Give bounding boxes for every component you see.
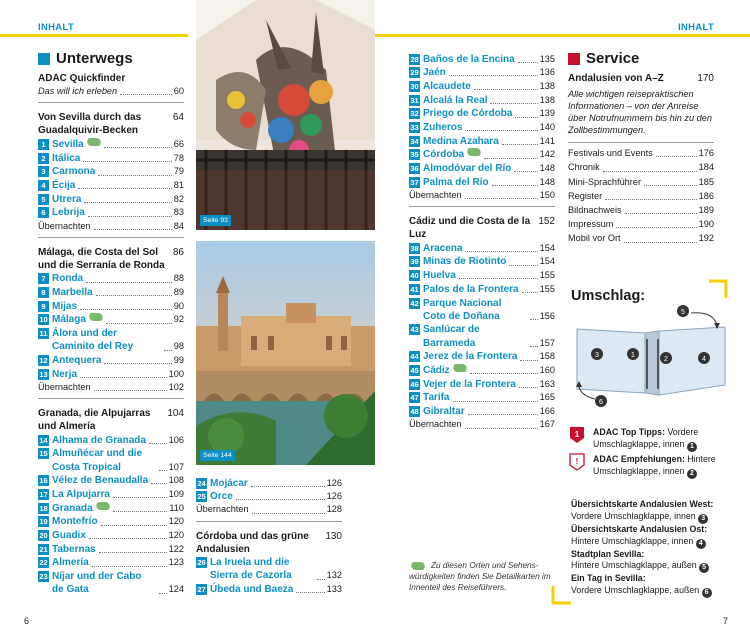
entry-number-badge: 35: [410, 150, 419, 160]
entry-name: Ronda: [52, 273, 84, 285]
toc-entry[interactable]: [409, 121, 555, 134]
corner-mark: [707, 278, 729, 300]
umschlag-title: Umschlag:: [571, 288, 646, 304]
page-number-right: 7: [722, 616, 728, 626]
entry-name: Gibraltar: [423, 406, 465, 418]
entry-name: Alhama de Granada: [52, 434, 146, 446]
entry-page: 158: [539, 351, 555, 362]
entry-number-badge: 23: [39, 572, 48, 582]
toc-entry[interactable]: [38, 354, 184, 367]
entry-name: Priego de Córdoba: [423, 108, 513, 120]
entry-page: 89: [173, 287, 184, 298]
toc-entry[interactable]: [409, 364, 555, 377]
recommendation-icon: [466, 148, 482, 156]
entry-name: Sevilla: [52, 138, 101, 151]
overnight-entry[interactable]: Übernachten 84: [38, 220, 184, 231]
entry-page: 124: [168, 584, 184, 595]
header-label-left: INHALT: [38, 22, 74, 33]
footnote: Zu diesen Orten und Sehenswürdigkeiten finden Sie Detailkarten im Innenteil des Reiseführers.: [409, 561, 551, 592]
service-entry[interactable]: Register 186: [568, 190, 714, 201]
toc-entry[interactable]: [38, 556, 184, 569]
toc-entry[interactable]: [38, 300, 184, 313]
corner-mark: [551, 584, 573, 606]
recommendation-icon: [95, 502, 111, 510]
entry-name: Palos de la Frontera: [423, 283, 519, 295]
entry-number-badge: 26: [197, 558, 206, 568]
entry-page: 99: [173, 355, 184, 366]
toc-entry[interactable]: [38, 529, 184, 542]
recommendation-icon: [452, 364, 468, 372]
entry-name: Guadix: [52, 530, 86, 542]
entry-number-badge: 41: [410, 284, 419, 294]
cover-diagram: [573, 303, 733, 413]
section-title-service: Service: [568, 52, 714, 65]
entry-page: 136: [539, 67, 555, 78]
legend-empfehlungen: ADAC Empfehlungen: Hintere Umschlagklappe, innen 2: [593, 454, 716, 477]
svg-text:1: 1: [631, 352, 635, 359]
entry-page: 120: [168, 530, 184, 541]
toc-entry[interactable]: [409, 242, 555, 255]
map-legend-list: [571, 499, 721, 598]
entry-name: Orce: [210, 491, 233, 503]
service-column: [568, 52, 714, 246]
entry-page: 141: [539, 135, 555, 146]
toc-entry[interactable]: [409, 255, 555, 268]
entry-page: 154: [539, 256, 555, 267]
toc-entry[interactable]: [38, 286, 184, 299]
entry-number-badge: 36: [410, 164, 419, 174]
entry-number-badge: 20: [39, 531, 48, 541]
toc-entry[interactable]: [38, 570, 184, 596]
photo-donkey: [196, 0, 375, 230]
entry-page: 138: [539, 80, 555, 91]
entry-name: Córdoba: [423, 148, 481, 161]
svg-text:1: 1: [574, 430, 580, 439]
page-reference-badge: Seite 93: [200, 215, 231, 226]
entry-page: 155: [539, 270, 555, 281]
entry-number-badge: 22: [39, 558, 48, 568]
entry-number-badge: 21: [39, 544, 48, 554]
entry-page: 92: [173, 314, 184, 325]
quickfinder-title: ADAC Quickfinder: [38, 73, 126, 85]
section-title-unterwegs: Unterwegs: [38, 52, 184, 65]
toc-entry[interactable]: [409, 148, 555, 161]
entry-number-badge: 9: [38, 301, 49, 312]
entry-name: Almuñécar und die Costa Tropical: [52, 448, 143, 473]
toc-entry[interactable]: [38, 434, 184, 447]
entry-number-badge: 14: [39, 435, 48, 445]
entry-number-badge: 1: [38, 139, 49, 150]
entry-number-badge: 39: [410, 257, 419, 267]
entry-number-badge: 12: [39, 356, 48, 366]
entry-page: 110: [169, 502, 184, 513]
entry-number-badge: 18: [39, 503, 48, 513]
entry-name: Écija: [52, 180, 76, 192]
entry-page: 107: [168, 461, 184, 472]
entry-page: 166: [539, 406, 555, 417]
toc-entry[interactable]: [409, 323, 555, 349]
toc-entry[interactable]: [196, 556, 342, 582]
entry-page: 133: [326, 584, 342, 595]
recommendation-icon: [86, 138, 102, 146]
toc-entry[interactable]: [38, 488, 184, 501]
entry-page: 154: [539, 242, 555, 253]
entry-number-badge: 38: [410, 243, 419, 253]
entry-number-badge: 7: [38, 273, 49, 284]
entry-name: Utrera: [52, 193, 82, 205]
entry-name: La Iruela und die Sierra de Cazorla: [210, 557, 292, 582]
entry-page: 66: [173, 138, 184, 149]
page-number-left: 6: [24, 616, 30, 626]
entry-name: Cádiz: [423, 364, 467, 377]
entry-number-badge: 3: [38, 166, 49, 177]
entry-number-badge: 45: [410, 366, 419, 376]
entry-number-badge: 24: [197, 478, 206, 488]
entry-page: 82: [173, 193, 184, 204]
group-title-cadiz: Cádiz und die Costa de la Luz 152: [409, 216, 555, 241]
toc-entry[interactable]: [38, 502, 184, 515]
entry-name: Antequera: [52, 355, 102, 367]
entry-name: Medina Azahara: [423, 135, 499, 147]
toc-entry[interactable]: [409, 350, 555, 363]
toc-entry[interactable]: [38, 152, 184, 165]
quickfinder-entry[interactable]: Das will ich erleben 60: [38, 86, 184, 97]
entry-page: 148: [539, 163, 555, 174]
toc-entry[interactable]: [409, 162, 555, 175]
entry-name: Parque Nacional Coto de Doñana: [423, 297, 502, 322]
entry-page: 123: [168, 557, 184, 568]
group-title-granada: Granada, die Alpujarras und Almería 104: [38, 408, 184, 433]
entry-page: 126: [326, 491, 342, 502]
header-rule-right: [375, 34, 750, 37]
entry-page: 126: [326, 477, 342, 488]
entry-name: Vejer de la Frontera: [423, 378, 516, 390]
entry-name: Granada: [52, 502, 110, 515]
toc-entry[interactable]: [38, 368, 184, 381]
entry-number-badge: 10: [39, 315, 48, 325]
entry-page: 78: [173, 152, 184, 163]
empfehlung-icon: [569, 453, 585, 471]
entry-name: Mijas: [52, 300, 78, 312]
entry-name: Alcaudete: [423, 80, 471, 92]
entry-number-badge: 13: [39, 369, 48, 379]
toc-entry[interactable]: [38, 179, 184, 192]
entry-page: 132: [326, 570, 342, 581]
toc-entry[interactable]: [409, 283, 555, 296]
entry-name: La Alpujarra: [52, 488, 110, 500]
entry-name: Vélez de Benaudalla: [52, 475, 149, 487]
toc-entry[interactable]: [409, 297, 555, 323]
entry-number-badge: 32: [410, 109, 419, 119]
entry-name: Lebrija: [52, 207, 85, 219]
toc-entry[interactable]: [409, 107, 555, 120]
toc-column-2: [196, 476, 342, 596]
overnight-entry[interactable]: Übernachten 128: [196, 504, 342, 515]
entry-page: 88: [173, 273, 184, 284]
right-page: [375, 0, 750, 640]
toc-entry[interactable]: [409, 135, 555, 148]
entry-page: 108: [168, 475, 184, 486]
toc-entry[interactable]: [409, 94, 555, 107]
entry-name: Itálica: [52, 152, 81, 164]
toc-entry[interactable]: [196, 583, 342, 596]
service-entry[interactable]: Bildnachweis 189: [568, 205, 714, 216]
entry-page: 142: [539, 149, 555, 160]
entry-number-badge: 16: [39, 476, 48, 486]
service-entry[interactable]: Mobil vor Ort 192: [568, 233, 714, 244]
entry-number-badge: 19: [39, 517, 48, 527]
entry-page: 148: [539, 176, 555, 187]
entry-name: Tabernas: [52, 543, 96, 555]
entry-name: Jerez de la Frontera: [423, 351, 518, 363]
entry-number-badge: 40: [410, 271, 419, 281]
photo-cordoba: [196, 241, 375, 465]
page-reference-badge: Seite 144: [200, 450, 235, 461]
entry-number-badge: 43: [410, 325, 419, 335]
entry-page: 90: [173, 300, 184, 311]
entry-page: 83: [173, 207, 184, 218]
recommendation-icon: [88, 313, 104, 321]
entry-page: 138: [539, 94, 555, 105]
entry-number-badge: 33: [410, 123, 419, 133]
entry-page: 106: [168, 434, 184, 445]
overnight-entry[interactable]: Übernachten 102: [38, 381, 184, 392]
toc-entry[interactable]: [38, 515, 184, 528]
toc-column-1: [38, 52, 184, 597]
svg-text:!: !: [575, 457, 579, 466]
svg-text:2: 2: [664, 356, 668, 363]
entry-name: Alcalá la Real: [423, 94, 488, 106]
toc-entry[interactable]: [38, 138, 184, 151]
entry-number-badge: 29: [410, 68, 419, 78]
entry-name: Zuheros: [423, 122, 463, 134]
entry-number-badge: 6: [38, 207, 49, 218]
entry-number-badge: 42: [410, 298, 419, 308]
header-label-right: INHALT: [678, 22, 714, 33]
toc-column-3: [409, 52, 555, 432]
service-entry[interactable]: Impressum 190: [568, 219, 714, 230]
entry-number-badge: 46: [410, 379, 419, 389]
toc-entry[interactable]: [409, 405, 555, 418]
entry-page: 160: [539, 365, 555, 376]
entry-page: 98: [173, 341, 184, 352]
svg-text:6: 6: [599, 399, 603, 406]
toc-entry[interactable]: [38, 313, 184, 326]
entry-page: 157: [539, 337, 555, 348]
service-entry[interactable]: Chronik 184: [568, 162, 714, 173]
map-legend-entry: Ein Tag in Sevilla: Vordere Umschlagklappe, außen 6: [571, 573, 721, 598]
entry-page: 122: [168, 543, 184, 554]
toc-entry[interactable]: [38, 193, 184, 206]
entry-name: Palma del Río: [423, 176, 489, 188]
map-legend-entry: Übersichtskarte Andalusien West: Vordere Umschlagklappe, innen 3: [571, 499, 714, 522]
entry-number-badge: 4: [38, 180, 49, 191]
entry-number-badge: 30: [410, 81, 419, 91]
entry-page: 79: [173, 166, 184, 177]
toc-entry[interactable]: [409, 80, 555, 93]
group-title-cordoba: Córdoba und das grüne Andalusien 130: [196, 530, 342, 555]
toc-entry[interactable]: [38, 272, 184, 285]
overnight-entry[interactable]: Übernachten 150: [409, 190, 555, 201]
service-entry[interactable]: Festivals und Events 176: [568, 148, 714, 159]
entry-name: Málaga: [52, 313, 103, 326]
entry-name: Almería: [52, 557, 89, 569]
entry-page: 165: [539, 392, 555, 403]
toc-entry[interactable]: [409, 66, 555, 79]
entry-name: Úbeda und Baeza: [210, 584, 294, 596]
entry-name: Minas de Riotinto: [423, 256, 507, 268]
toc-entry[interactable]: [38, 474, 184, 487]
toc-entry[interactable]: [38, 206, 184, 219]
entry-page: 163: [539, 378, 555, 389]
entry-number-badge: 44: [410, 352, 419, 362]
legend-top-tipps: ADAC Top Tipps: Vordere Umschlagklappe, innen 1: [593, 427, 699, 450]
entry-page: 135: [539, 53, 555, 64]
entry-number-badge: 8: [38, 287, 49, 298]
entry-name: Almodóvar del Río: [423, 163, 512, 175]
entry-name: Tarifa: [423, 392, 450, 404]
top-tipp-icon: [569, 426, 585, 444]
entry-name: Sanlúcar de Barrameda: [423, 324, 480, 349]
entry-number-badge: 34: [410, 136, 419, 146]
toc-entry[interactable]: [409, 269, 555, 282]
entry-name: Níjar und der Cabo de Gata: [52, 571, 142, 596]
entry-number-badge: 15: [39, 449, 48, 459]
entry-page: 156: [539, 310, 555, 321]
entry-name: Mojácar: [210, 477, 248, 489]
entry-name: Carmona: [52, 166, 96, 178]
svg-text:3: 3: [595, 352, 599, 359]
entry-page: 139: [539, 108, 555, 119]
entry-name: Nerja: [52, 368, 78, 380]
header-rule-left: [0, 34, 188, 37]
svg-text:4: 4: [702, 356, 706, 363]
toc-entry[interactable]: [196, 477, 342, 490]
entry-name: Jaén: [423, 67, 446, 79]
entry-page: 155: [539, 283, 555, 294]
entry-number-badge: 25: [197, 492, 206, 502]
toc-entry[interactable]: [38, 543, 184, 556]
toc-entry[interactable]: [409, 391, 555, 404]
section-square-icon: [568, 53, 580, 65]
toc-entry[interactable]: [38, 165, 184, 178]
svg-text:5: 5: [681, 309, 685, 316]
entry-name: Marbella: [52, 287, 93, 299]
entry-page: 120: [168, 516, 184, 527]
toc-entry[interactable]: [38, 327, 184, 353]
entry-page: 140: [539, 122, 555, 133]
toc-entry[interactable]: [409, 176, 555, 189]
toc-entry[interactable]: [38, 447, 184, 473]
entry-page: 109: [168, 488, 184, 499]
map-legend-entry: Stadtplan Sevilla: Hintere Umschlagklappe, außen 5: [571, 549, 721, 574]
entry-number-badge: 37: [410, 177, 419, 187]
service-entry[interactable]: Mini-Sprachführer 185: [568, 176, 714, 187]
service-az-description: Alle wichtigen reisepraktischen Informationen – von der Anreise über Notrufnummern bis hin zu den Zollbestimmungen.: [568, 89, 713, 136]
entry-name: Baños de la Encina: [423, 53, 515, 65]
entry-number-badge: 5: [38, 194, 49, 205]
section-square-icon: [38, 53, 50, 65]
entry-number-badge: 2: [38, 153, 49, 164]
entry-number-badge: 31: [410, 95, 419, 105]
entry-name: Huelva: [423, 270, 456, 282]
entry-name: Montefrío: [52, 516, 98, 528]
entry-number-badge: 27: [197, 585, 206, 595]
map-legend-entry: Übersichtskarte Andalusien Ost: Hintere Umschlagklappe, innen 4: [571, 523, 708, 547]
entry-number-badge: 48: [410, 407, 419, 417]
group-title-sevilla: Von Sevilla durch das Guadalquivir-Becken 64: [38, 112, 184, 137]
toc-entry[interactable]: [409, 378, 555, 391]
toc-entry[interactable]: [196, 490, 342, 503]
entry-name: Álora und der Caminito del Rey: [52, 328, 134, 353]
overnight-entry[interactable]: Übernachten 167: [409, 419, 555, 430]
entry-number-badge: 11: [39, 329, 48, 339]
entry-page: 100: [168, 368, 184, 379]
entry-page: 81: [173, 180, 184, 191]
entry-number-badge: 17: [39, 489, 48, 499]
entry-number-badge: 47: [410, 393, 419, 403]
entry-name: Aracena: [423, 242, 463, 254]
service-az-entry[interactable]: Andalusien von A–Z 170: [568, 73, 714, 85]
toc-entry[interactable]: [409, 53, 555, 66]
group-title-malaga: Málaga, die Costa del Sol und die Serranía de Ronda 86: [38, 246, 184, 271]
entry-number-badge: 28: [410, 54, 419, 64]
